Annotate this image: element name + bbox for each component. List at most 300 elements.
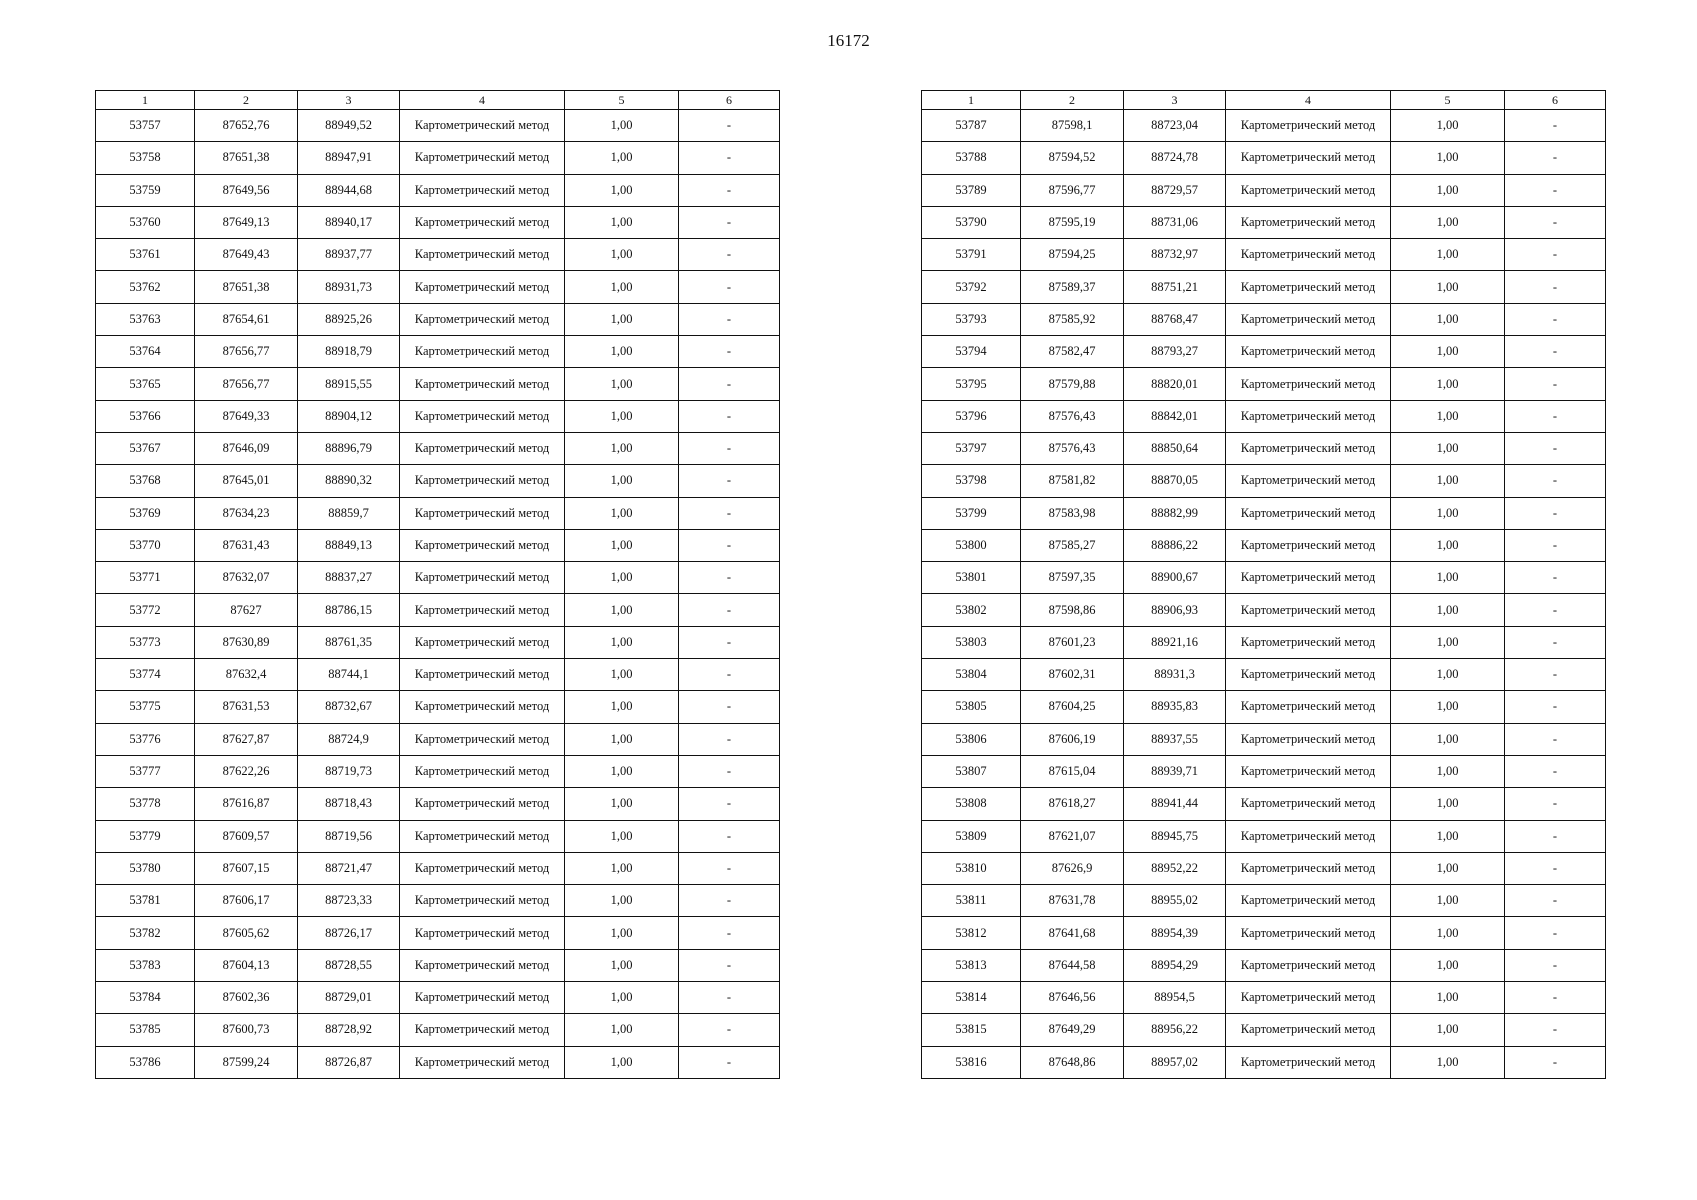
note-cell: - [1505,206,1606,238]
method-cell: Картометрический метод [1226,1014,1391,1046]
table-row [922,691,1606,723]
point-number-cell: 53794 [922,336,1021,368]
y-coordinate-cell: 88944,68 [298,174,400,206]
y-coordinate-cell: 88952,22 [1124,852,1226,884]
point-number-cell: 53777 [96,755,195,787]
table-row [922,659,1606,691]
x-coordinate-cell: 87594,25 [1021,239,1124,271]
x-coordinate-cell: 87622,26 [195,755,298,787]
column-header: 5 [565,91,679,110]
y-coordinate-cell: 88931,73 [298,271,400,303]
y-coordinate-cell: 88719,73 [298,755,400,787]
method-cell: Картометрический метод [400,174,565,206]
accuracy-cell: 1,00 [1391,691,1505,723]
table-row [922,142,1606,174]
y-coordinate-cell: 88954,39 [1124,917,1226,949]
note-cell: - [1505,465,1606,497]
point-number-cell: 53768 [96,465,195,497]
method-cell: Картометрический метод [1226,432,1391,464]
table-row [922,174,1606,206]
note-cell: - [679,303,780,335]
method-cell: Картометрический метод [1226,788,1391,820]
accuracy-cell: 1,00 [565,755,679,787]
note-cell: - [1505,368,1606,400]
method-cell: Картометрический метод [400,368,565,400]
accuracy-cell: 1,00 [565,110,679,142]
page-number: 16172 [827,31,870,50]
x-coordinate-cell: 87631,43 [195,529,298,561]
x-coordinate-cell: 87604,13 [195,949,298,981]
y-coordinate-cell: 88904,12 [298,400,400,432]
accuracy-cell: 1,00 [1391,885,1505,917]
method-cell: Картометрический метод [1226,885,1391,917]
y-coordinate-cell: 88744,1 [298,659,400,691]
table-row [96,626,780,658]
note-cell: - [1505,562,1606,594]
x-coordinate-cell: 87656,77 [195,336,298,368]
point-number-cell: 53792 [922,271,1021,303]
y-coordinate-cell: 88724,78 [1124,142,1226,174]
accuracy-cell: 1,00 [565,206,679,238]
x-coordinate-cell: 87582,47 [1021,336,1124,368]
x-coordinate-cell: 87589,37 [1021,271,1124,303]
note-cell: - [1505,336,1606,368]
x-coordinate-cell: 87598,1 [1021,110,1124,142]
point-number-cell: 53802 [922,594,1021,626]
point-number-cell: 53762 [96,271,195,303]
method-cell: Картометрический метод [1226,691,1391,723]
accuracy-cell: 1,00 [565,497,679,529]
accuracy-cell: 1,00 [1391,755,1505,787]
note-cell: - [679,659,780,691]
x-coordinate-cell: 87585,92 [1021,303,1124,335]
method-cell: Картометрический метод [400,239,565,271]
accuracy-cell: 1,00 [1391,788,1505,820]
point-number-cell: 53814 [922,982,1021,1014]
accuracy-cell: 1,00 [565,529,679,561]
y-coordinate-cell: 88793,27 [1124,336,1226,368]
method-cell: Картометрический метод [400,1046,565,1078]
note-cell: - [679,110,780,142]
note-cell: - [679,497,780,529]
table-row [96,497,780,529]
method-cell: Картометрический метод [400,982,565,1014]
accuracy-cell: 1,00 [1391,174,1505,206]
y-coordinate-cell: 88921,16 [1124,626,1226,658]
column-header: 4 [1226,91,1391,110]
point-number-cell: 53790 [922,206,1021,238]
accuracy-cell: 1,00 [1391,529,1505,561]
column-header: 6 [679,91,780,110]
point-number-cell: 53813 [922,949,1021,981]
method-cell: Картометрический метод [1226,336,1391,368]
table-row [922,303,1606,335]
method-cell: Картометрический метод [400,336,565,368]
table-row [96,723,780,755]
accuracy-cell: 1,00 [565,239,679,271]
y-coordinate-cell: 88954,5 [1124,982,1226,1014]
y-coordinate-cell: 88751,21 [1124,271,1226,303]
accuracy-cell: 1,00 [1391,336,1505,368]
table-row [922,917,1606,949]
accuracy-cell: 1,00 [565,594,679,626]
x-coordinate-cell: 87604,25 [1021,691,1124,723]
accuracy-cell: 1,00 [565,626,679,658]
y-coordinate-cell: 88786,15 [298,594,400,626]
accuracy-cell: 1,00 [565,788,679,820]
method-cell: Картометрический метод [1226,465,1391,497]
y-coordinate-cell: 88729,01 [298,982,400,1014]
x-coordinate-cell: 87579,88 [1021,368,1124,400]
table-row [922,885,1606,917]
x-coordinate-cell: 87595,19 [1021,206,1124,238]
y-coordinate-cell: 88890,32 [298,465,400,497]
note-cell: - [679,142,780,174]
x-coordinate-cell: 87649,43 [195,239,298,271]
x-coordinate-cell: 87576,43 [1021,400,1124,432]
point-number-cell: 53807 [922,755,1021,787]
y-coordinate-cell: 88728,92 [298,1014,400,1046]
method-cell: Картометрический метод [400,400,565,432]
point-number-cell: 53801 [922,562,1021,594]
x-coordinate-cell: 87605,62 [195,917,298,949]
accuracy-cell: 1,00 [1391,206,1505,238]
method-cell: Картометрический метод [400,852,565,884]
method-cell: Картометрический метод [1226,110,1391,142]
y-coordinate-cell: 88882,99 [1124,497,1226,529]
accuracy-cell: 1,00 [565,1046,679,1078]
x-coordinate-cell: 87602,36 [195,982,298,1014]
table-row [96,562,780,594]
note-cell: - [1505,497,1606,529]
accuracy-cell: 1,00 [1391,239,1505,271]
accuracy-cell: 1,00 [1391,917,1505,949]
accuracy-cell: 1,00 [1391,303,1505,335]
table-body [922,110,1606,1079]
accuracy-cell: 1,00 [1391,465,1505,497]
point-number-cell: 53783 [96,949,195,981]
x-coordinate-cell: 87634,23 [195,497,298,529]
table-row [96,852,780,884]
accuracy-cell: 1,00 [565,691,679,723]
note-cell: - [679,820,780,852]
method-cell: Картометрический метод [400,529,565,561]
table-row [922,1046,1606,1078]
table-row [96,1014,780,1046]
method-cell: Картометрический метод [1226,949,1391,981]
accuracy-cell: 1,00 [1391,626,1505,658]
point-number-cell: 53774 [96,659,195,691]
accuracy-cell: 1,00 [1391,271,1505,303]
y-coordinate-cell: 88937,77 [298,239,400,271]
point-number-cell: 53798 [922,465,1021,497]
y-coordinate-cell: 88719,56 [298,820,400,852]
table-row [922,1014,1606,1046]
y-coordinate-cell: 88768,47 [1124,303,1226,335]
method-cell: Картометрический метод [400,691,565,723]
x-coordinate-cell: 87601,23 [1021,626,1124,658]
note-cell: - [679,982,780,1014]
note-cell: - [1505,917,1606,949]
note-cell: - [1505,788,1606,820]
table-row [922,529,1606,561]
x-coordinate-cell: 87594,52 [1021,142,1124,174]
point-number-cell: 53787 [922,110,1021,142]
x-coordinate-cell: 87651,38 [195,142,298,174]
y-coordinate-cell: 88721,47 [298,852,400,884]
table-row [96,368,780,400]
point-number-cell: 53763 [96,303,195,335]
y-coordinate-cell: 88820,01 [1124,368,1226,400]
note-cell: - [679,626,780,658]
y-coordinate-cell: 88957,02 [1124,1046,1226,1078]
x-coordinate-cell: 87606,19 [1021,723,1124,755]
note-cell: - [679,949,780,981]
x-coordinate-cell: 87632,07 [195,562,298,594]
point-number-cell: 53773 [96,626,195,658]
table-row [96,303,780,335]
table-row [922,949,1606,981]
table-row [96,174,780,206]
table-row [922,336,1606,368]
method-cell: Картометрический метод [400,820,565,852]
point-number-cell: 53799 [922,497,1021,529]
y-coordinate-cell: 88718,43 [298,788,400,820]
y-coordinate-cell: 88937,55 [1124,723,1226,755]
point-number-cell: 53767 [96,432,195,464]
method-cell: Картометрический метод [1226,755,1391,787]
point-number-cell: 53805 [922,691,1021,723]
accuracy-cell: 1,00 [565,917,679,949]
point-number-cell: 53771 [96,562,195,594]
y-coordinate-cell: 88939,71 [1124,755,1226,787]
point-number-cell: 53803 [922,626,1021,658]
point-number-cell: 53761 [96,239,195,271]
point-number-cell: 53764 [96,336,195,368]
table-row [922,788,1606,820]
note-cell: - [679,755,780,787]
table-row [96,206,780,238]
table-row [96,820,780,852]
note-cell: - [1505,723,1606,755]
x-coordinate-cell: 87602,31 [1021,659,1124,691]
point-number-cell: 53796 [922,400,1021,432]
accuracy-cell: 1,00 [1391,949,1505,981]
note-cell: - [679,788,780,820]
table-row [96,982,780,1014]
table-row [96,529,780,561]
method-cell: Картометрический метод [400,1014,565,1046]
table-header-row [922,91,1606,110]
y-coordinate-cell: 88954,29 [1124,949,1226,981]
method-cell: Картометрический метод [1226,497,1391,529]
column-header: 2 [1021,91,1124,110]
table-row [922,497,1606,529]
y-coordinate-cell: 88955,02 [1124,885,1226,917]
note-cell: - [1505,1014,1606,1046]
x-coordinate-cell: 87615,04 [1021,755,1124,787]
point-number-cell: 53795 [922,368,1021,400]
point-number-cell: 53769 [96,497,195,529]
accuracy-cell: 1,00 [565,820,679,852]
accuracy-cell: 1,00 [565,982,679,1014]
accuracy-cell: 1,00 [1391,852,1505,884]
point-number-cell: 53776 [96,723,195,755]
y-coordinate-cell: 88949,52 [298,110,400,142]
note-cell: - [1505,626,1606,658]
y-coordinate-cell: 88731,06 [1124,206,1226,238]
point-number-cell: 53815 [922,1014,1021,1046]
method-cell: Картометрический метод [400,885,565,917]
note-cell: - [679,368,780,400]
column-header: 3 [1124,91,1226,110]
point-number-cell: 53804 [922,659,1021,691]
table-row [922,852,1606,884]
table-row [96,465,780,497]
y-coordinate-cell: 88849,13 [298,529,400,561]
accuracy-cell: 1,00 [565,142,679,174]
point-number-cell: 53759 [96,174,195,206]
point-number-cell: 53775 [96,691,195,723]
y-coordinate-cell: 88850,64 [1124,432,1226,464]
note-cell: - [1505,982,1606,1014]
x-coordinate-cell: 87656,77 [195,368,298,400]
accuracy-cell: 1,00 [1391,400,1505,432]
accuracy-cell: 1,00 [565,174,679,206]
method-cell: Картометрический метод [400,917,565,949]
x-coordinate-cell: 87630,89 [195,626,298,658]
x-coordinate-cell: 87631,53 [195,691,298,723]
x-coordinate-cell: 87621,07 [1021,820,1124,852]
y-coordinate-cell: 88947,91 [298,142,400,174]
method-cell: Картометрический метод [1226,303,1391,335]
note-cell: - [1505,303,1606,335]
method-cell: Картометрический метод [1226,982,1391,1014]
x-coordinate-cell: 87648,86 [1021,1046,1124,1078]
table-row [96,142,780,174]
point-number-cell: 53786 [96,1046,195,1078]
note-cell: - [679,1014,780,1046]
column-header: 2 [195,91,298,110]
y-coordinate-cell: 88732,67 [298,691,400,723]
y-coordinate-cell: 88918,79 [298,336,400,368]
note-cell: - [1505,755,1606,787]
column-header: 1 [922,91,1021,110]
method-cell: Картометрический метод [400,626,565,658]
note-cell: - [1505,529,1606,561]
note-cell: - [1505,1046,1606,1078]
y-coordinate-cell: 88724,9 [298,723,400,755]
accuracy-cell: 1,00 [565,465,679,497]
method-cell: Картометрический метод [1226,368,1391,400]
y-coordinate-cell: 88945,75 [1124,820,1226,852]
point-number-cell: 53809 [922,820,1021,852]
method-cell: Картометрический метод [400,497,565,529]
method-cell: Картометрический метод [1226,917,1391,949]
method-cell: Картометрический метод [400,659,565,691]
note-cell: - [679,885,780,917]
y-coordinate-cell: 88870,05 [1124,465,1226,497]
table-row [922,982,1606,1014]
y-coordinate-cell: 88842,01 [1124,400,1226,432]
point-number-cell: 53765 [96,368,195,400]
method-cell: Картометрический метод [400,562,565,594]
point-number-cell: 53793 [922,303,1021,335]
x-coordinate-cell: 87583,98 [1021,497,1124,529]
method-cell: Картометрический метод [400,206,565,238]
method-cell: Картометрический метод [1226,174,1391,206]
y-coordinate-cell: 88761,35 [298,626,400,658]
note-cell: - [679,271,780,303]
point-number-cell: 53766 [96,400,195,432]
method-cell: Картометрический метод [1226,626,1391,658]
method-cell: Картометрический метод [1226,271,1391,303]
y-coordinate-cell: 88886,22 [1124,529,1226,561]
method-cell: Картометрический метод [400,303,565,335]
method-cell: Картометрический метод [400,465,565,497]
note-cell: - [679,432,780,464]
note-cell: - [679,1046,780,1078]
accuracy-cell: 1,00 [565,432,679,464]
column-header: 4 [400,91,565,110]
point-number-cell: 53789 [922,174,1021,206]
table-row [922,368,1606,400]
table-row [922,465,1606,497]
table-body [96,110,780,1079]
x-coordinate-cell: 87596,77 [1021,174,1124,206]
note-cell: - [679,917,780,949]
table-row [922,594,1606,626]
y-coordinate-cell: 88859,7 [298,497,400,529]
y-coordinate-cell: 88940,17 [298,206,400,238]
note-cell: - [1505,820,1606,852]
accuracy-cell: 1,00 [1391,820,1505,852]
method-cell: Картометрический метод [1226,659,1391,691]
accuracy-cell: 1,00 [1391,368,1505,400]
accuracy-cell: 1,00 [565,303,679,335]
method-cell: Картометрический метод [1226,852,1391,884]
table-row [96,271,780,303]
y-coordinate-cell: 88723,33 [298,885,400,917]
method-cell: Картометрический метод [400,271,565,303]
y-coordinate-cell: 88900,67 [1124,562,1226,594]
note-cell: - [1505,659,1606,691]
table-row [96,691,780,723]
table-row [922,271,1606,303]
y-coordinate-cell: 88906,93 [1124,594,1226,626]
point-number-cell: 53791 [922,239,1021,271]
x-coordinate-cell: 87598,86 [1021,594,1124,626]
note-cell: - [679,465,780,497]
point-number-cell: 53757 [96,110,195,142]
point-number-cell: 53808 [922,788,1021,820]
table-row [96,949,780,981]
y-coordinate-cell: 88837,27 [298,562,400,594]
point-number-cell: 53812 [922,917,1021,949]
method-cell: Картометрический метод [400,142,565,174]
note-cell: - [679,400,780,432]
method-cell: Картометрический метод [1226,239,1391,271]
method-cell: Картометрический метод [1226,400,1391,432]
accuracy-cell: 1,00 [1391,562,1505,594]
accuracy-cell: 1,00 [565,885,679,917]
y-coordinate-cell: 88723,04 [1124,110,1226,142]
point-number-cell: 53800 [922,529,1021,561]
y-coordinate-cell: 88726,17 [298,917,400,949]
point-number-cell: 53785 [96,1014,195,1046]
table-row [96,1046,780,1078]
point-number-cell: 53760 [96,206,195,238]
